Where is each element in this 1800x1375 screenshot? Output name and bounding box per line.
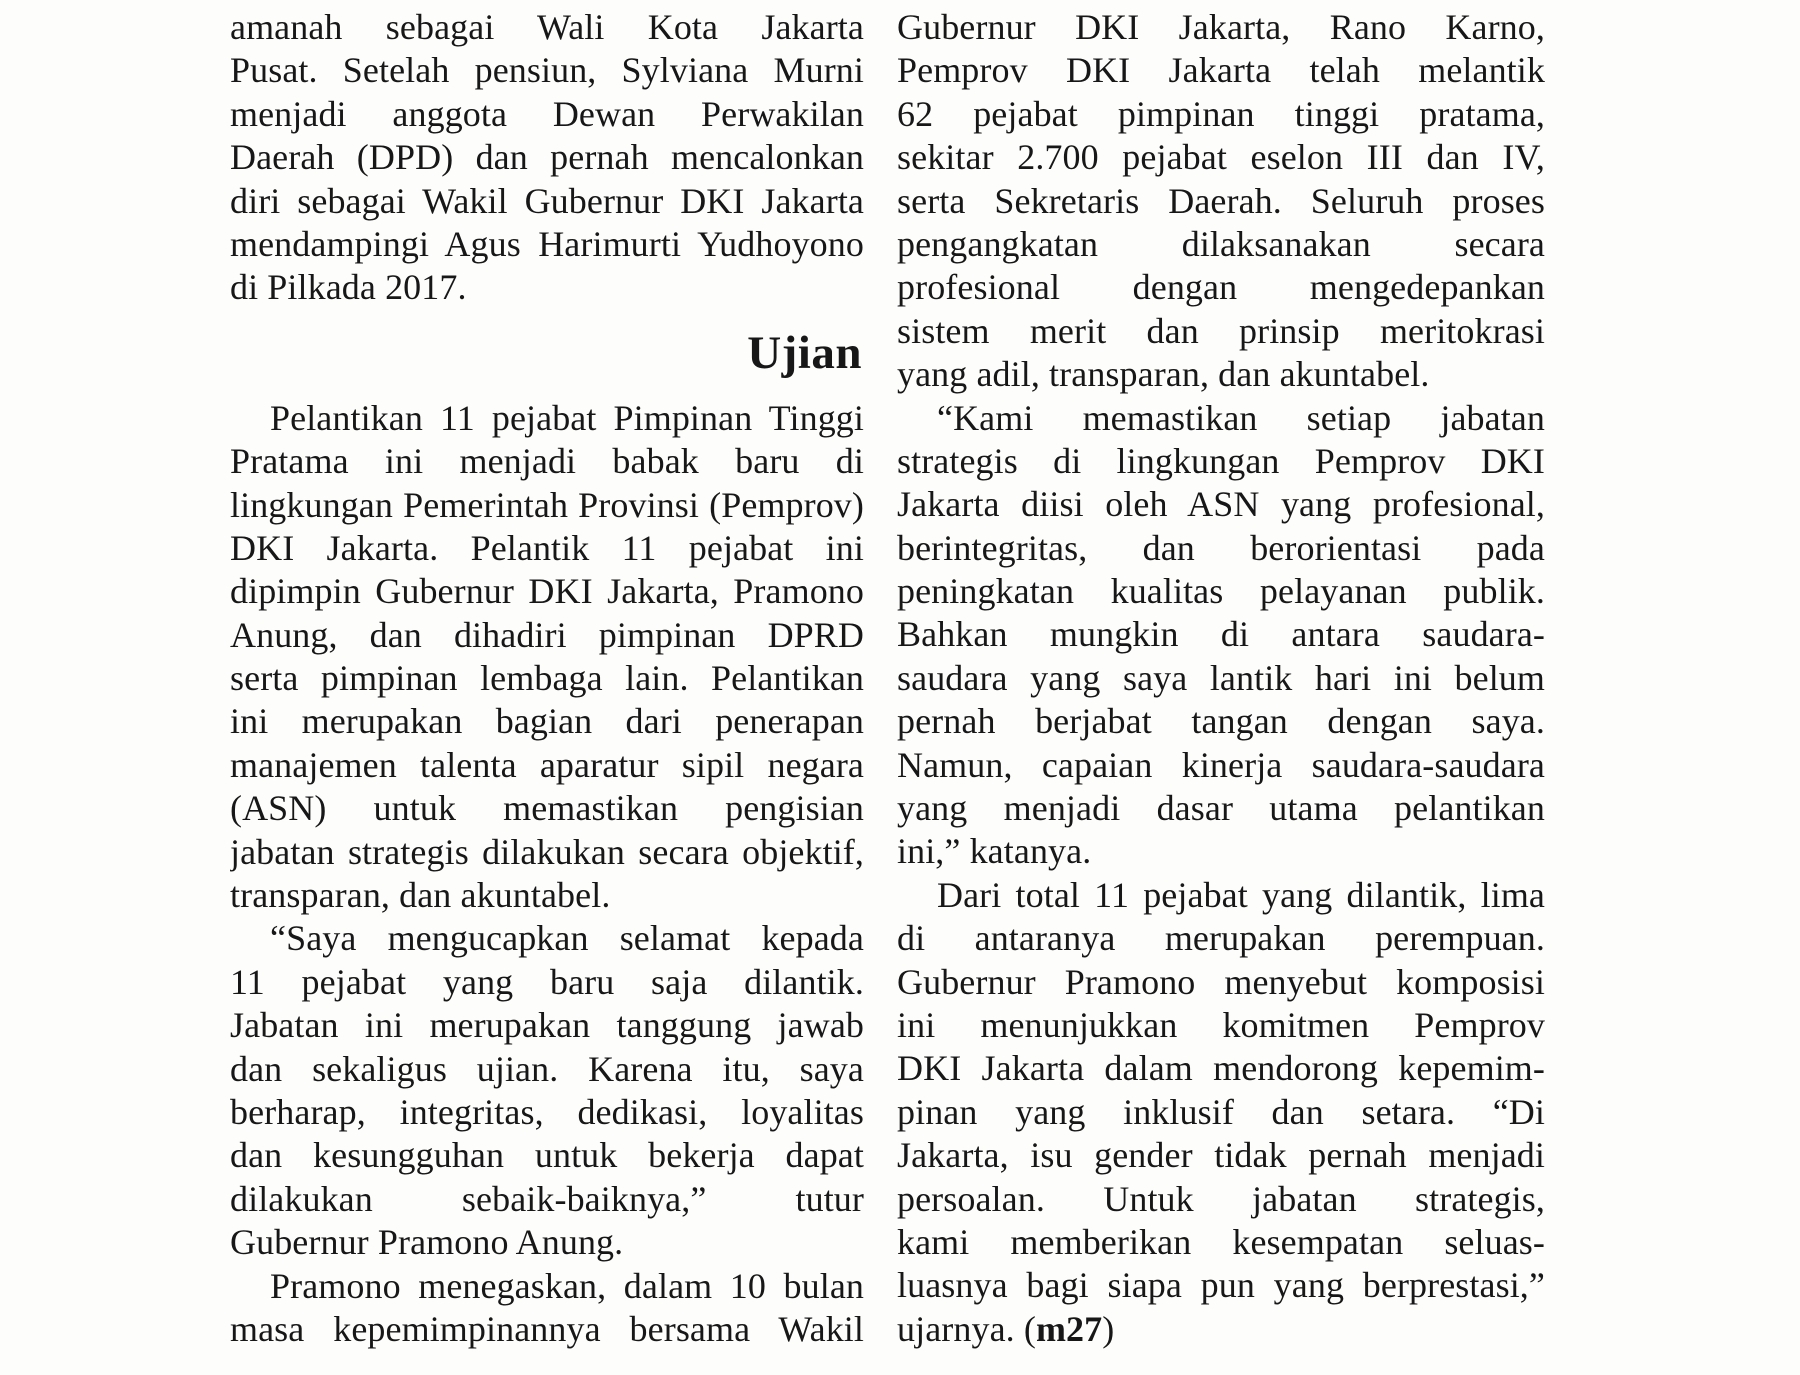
article-column-left <box>230 6 864 1351</box>
text-line: manajemen talenta aparatur sipil negara <box>230 744 864 785</box>
text-line: 11 pejabat yang baru saja dilantik. <box>230 961 864 1002</box>
text-line: transparan, dan akuntabel. <box>230 875 611 916</box>
text-line: ini,” katanya. <box>897 831 1092 872</box>
text-line: amanah sebagai Wali Kota Jakarta <box>230 7 864 47</box>
text-line: Gubernur DKI Jakarta, Rano Karno, <box>897 7 1545 47</box>
text-line: Daerah (DPD) dan pernah mencalonkan <box>230 137 864 178</box>
section-subheading: Ujian <box>747 327 862 380</box>
text-line: kami memberikan kesempatan seluas- <box>897 1221 1545 1262</box>
text-line: profesional dengan mengedepankan <box>897 267 1545 308</box>
text-line: ujarnya. (m27) <box>897 1308 1115 1349</box>
text-line: pinan yang inklusif dan setara. “Di <box>897 1091 1545 1132</box>
text-line: dilakukan sebaik-baiknya,” tutur <box>230 1178 864 1219</box>
text-line: di Pilkada 2017. <box>230 267 467 308</box>
text-line: Namun, capaian kinerja saudara-saudara <box>897 744 1545 785</box>
text-line: DKI Jakarta. Pelantik 11 pejabat ini <box>230 527 864 568</box>
text-line: “Saya mengucapkan selamat kepada <box>270 918 864 959</box>
text-line: menjadi anggota Dewan Perwakilan <box>230 93 864 134</box>
text-line: Jakarta diisi oleh ASN yang profesional, <box>897 484 1545 525</box>
text-line: DKI Jakarta dalam mendorong kepemim- <box>897 1048 1545 1089</box>
text-line: lingkungan Pemerintah Provinsi (Pemprov) <box>230 484 864 525</box>
text-line: yang menjadi dasar utama pelantikan <box>897 788 1545 829</box>
text-line: sekitar 2.700 pejabat eselon III dan IV, <box>897 137 1545 178</box>
text-line: di antaranya merupakan perempuan. <box>897 918 1545 959</box>
text-line: Pratama ini menjadi babak baru di <box>230 441 864 482</box>
text-line: (ASN) untuk memastikan pengisian <box>230 788 864 829</box>
text-line: luasnya bagi siapa pun yang berprestasi,” <box>897 1265 1545 1306</box>
text-line: Jabatan ini merupakan tanggung jawab <box>230 1005 864 1046</box>
text-line: persoalan. Untuk jabatan strategis, <box>897 1178 1545 1219</box>
text-line: dipimpin Gubernur DKI Jakarta, Pramono <box>230 571 864 612</box>
text-line: saudara yang saya lantik hari ini belum <box>897 657 1545 698</box>
text-line: Pelantikan 11 pejabat Pimpinan Tinggi <box>270 397 864 438</box>
text-line: Bahkan mungkin di antara saudara- <box>897 614 1545 655</box>
text-line: mendampingi Agus Harimurti Yudhoyono <box>230 223 864 264</box>
article-column-right <box>897 6 1545 1351</box>
text-line: diri sebagai Wakil Gubernur DKI Jakarta <box>230 180 864 221</box>
text-line: Anung, dan dihadiri pimpinan DPRD <box>230 614 864 655</box>
text-line: masa kepemimpinannya bersama Wakil <box>230 1308 864 1349</box>
text-line: ini merupakan bagian dari penerapan <box>230 701 864 742</box>
text-line: serta Sekretaris Daerah. Seluruh proses <box>897 180 1545 221</box>
text-line: 62 pejabat pimpinan tinggi pratama, <box>897 93 1545 134</box>
text-line: Gubernur Pramono Anung. <box>230 1222 624 1263</box>
text-line: “Kami memastikan setiap jabatan <box>937 397 1545 438</box>
text-line: Pemprov DKI Jakarta telah melantik <box>897 50 1545 91</box>
text-line: Dari total 11 pejabat yang dilantik, lima <box>937 874 1545 915</box>
text-line: dan sekaligus ujian. Karena itu, saya <box>230 1048 864 1089</box>
text-line: berintegritas, dan berorientasi pada <box>897 527 1545 568</box>
text-line: strategis di lingkungan Pemprov DKI <box>897 440 1545 481</box>
text-line: pernah berjabat tangan dengan saya. <box>897 701 1545 742</box>
text-line: Gubernur Pramono menyebut komposisi <box>897 961 1545 1002</box>
text-line: ini menunjukkan komitmen Pemprov <box>897 1004 1545 1045</box>
text-line: yang adil, transparan, dan akuntabel. <box>897 354 1430 395</box>
reporter-code: m27 <box>1035 1308 1103 1349</box>
text-line: Pusat. Setelah pensiun, Sylviana Murni <box>230 50 864 91</box>
text-line: serta pimpinan lembaga lain. Pelantikan <box>230 658 864 699</box>
text-line: pengangkatan dilaksanakan secara <box>897 223 1545 264</box>
text-line: Jakarta, isu gender tidak pernah menjadi <box>897 1135 1545 1176</box>
text-line: berharap, integritas, dedikasi, loyalitas <box>230 1091 864 1132</box>
text-line: Pramono menegaskan, dalam 10 bulan <box>270 1265 864 1306</box>
text-line: sistem merit dan prinsip meritokrasi <box>897 310 1545 351</box>
text-line: jabatan strategis dilakukan secara objektif, <box>230 831 864 872</box>
text-line: dan kesungguhan untuk bekerja dapat <box>230 1135 864 1176</box>
text-line: peningkatan kualitas pelayanan publik. <box>897 571 1545 612</box>
